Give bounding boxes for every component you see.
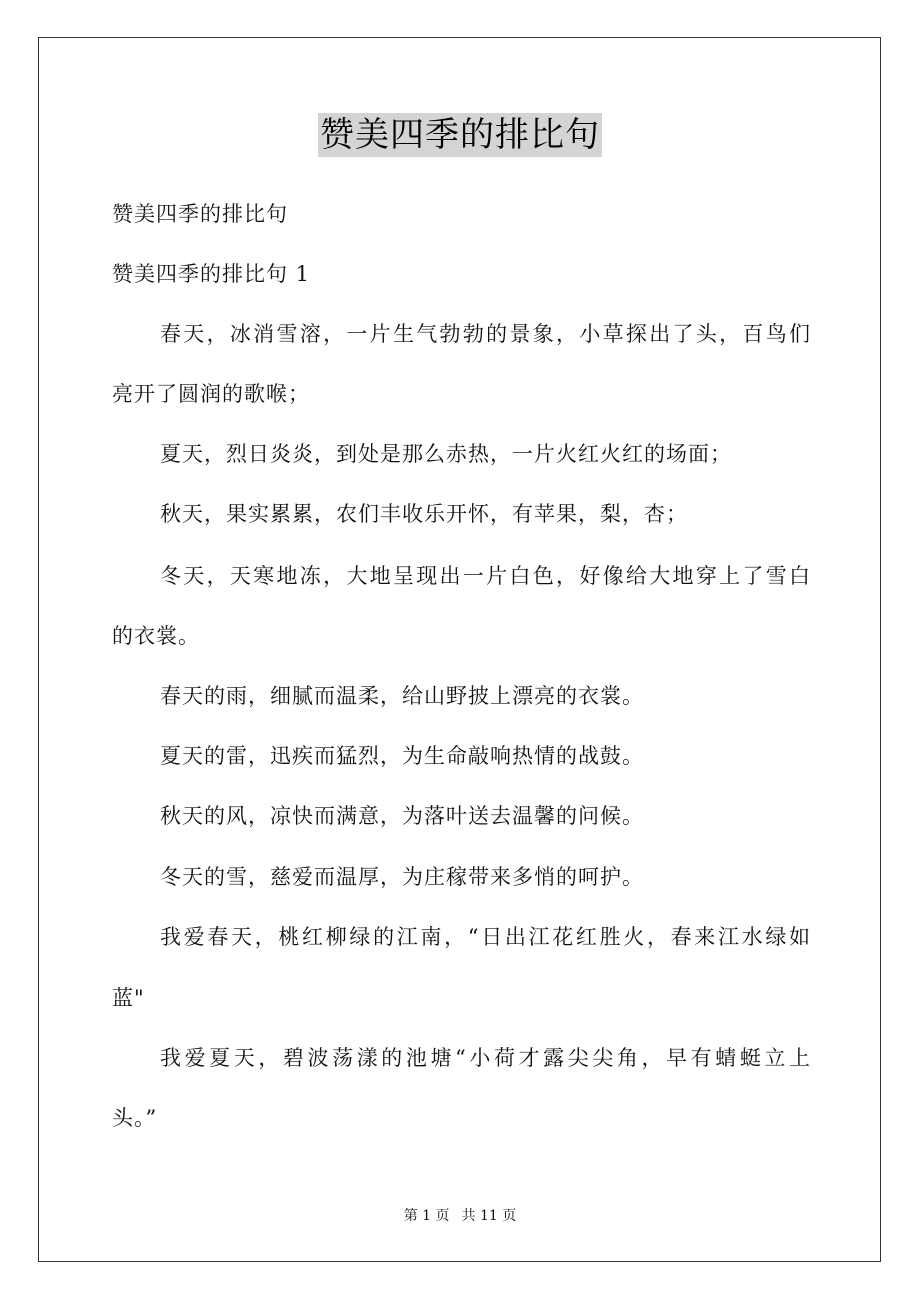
paragraph-line: 的衣裳。 bbox=[112, 624, 200, 648]
paragraph-line: 秋天，果实累累，农们丰收乐开怀，有苹果，梨，杏； bbox=[160, 502, 688, 526]
paragraph-line: 夏天的雷，迅疾而猛烈，为生命敲响热情的战鼓。 bbox=[160, 744, 644, 768]
title-container bbox=[0, 113, 920, 157]
document-title: 赞美四季的排比句 bbox=[320, 115, 600, 155]
paragraph-line: 秋天的风，凉快而满意，为落叶送去温馨的问候。 bbox=[160, 804, 644, 828]
page-footer bbox=[0, 1206, 920, 1226]
paragraph-line: 春天的雨，细腻而温柔，给山野披上漂亮的衣裳。 bbox=[160, 684, 644, 708]
page-total: 共 11 页 bbox=[461, 1208, 517, 1224]
paragraph-line: 春天，冰消雪溶，一片生气勃勃的景象，小草探出了头，百鸟们 bbox=[160, 322, 810, 346]
paragraph-line: 我爱春天，桃红柳绿的江南，“日出江花红胜火，春来江水绿如 bbox=[160, 925, 810, 949]
paragraph-line: 冬天的雪，慈爱而温厚，为庄稼带来多悄的呵护。 bbox=[160, 865, 644, 889]
paragraph-line: 亮开了圆润的歌喉； bbox=[112, 382, 310, 406]
paragraph-line: 夏天，烈日炎炎，到处是那么赤热，一片火红火红的场面； bbox=[160, 442, 732, 466]
section-heading: 赞美四季的排比句 1 bbox=[112, 262, 311, 286]
subtitle-line: 赞美四季的排比句 bbox=[112, 202, 288, 226]
paragraph-line: 蓝" bbox=[112, 986, 145, 1010]
paragraph-line: 我爱夏天，碧波荡漾的池塘“小荷才露尖尖角，早有蜻蜓立上 bbox=[160, 1046, 810, 1070]
page-number: 第 1 页 bbox=[403, 1208, 450, 1224]
paragraph-line: 头。” bbox=[112, 1106, 158, 1130]
paragraph-line: 冬天，天寒地冻，大地呈现出一片白色，好像给大地穿上了雪白 bbox=[160, 564, 810, 588]
